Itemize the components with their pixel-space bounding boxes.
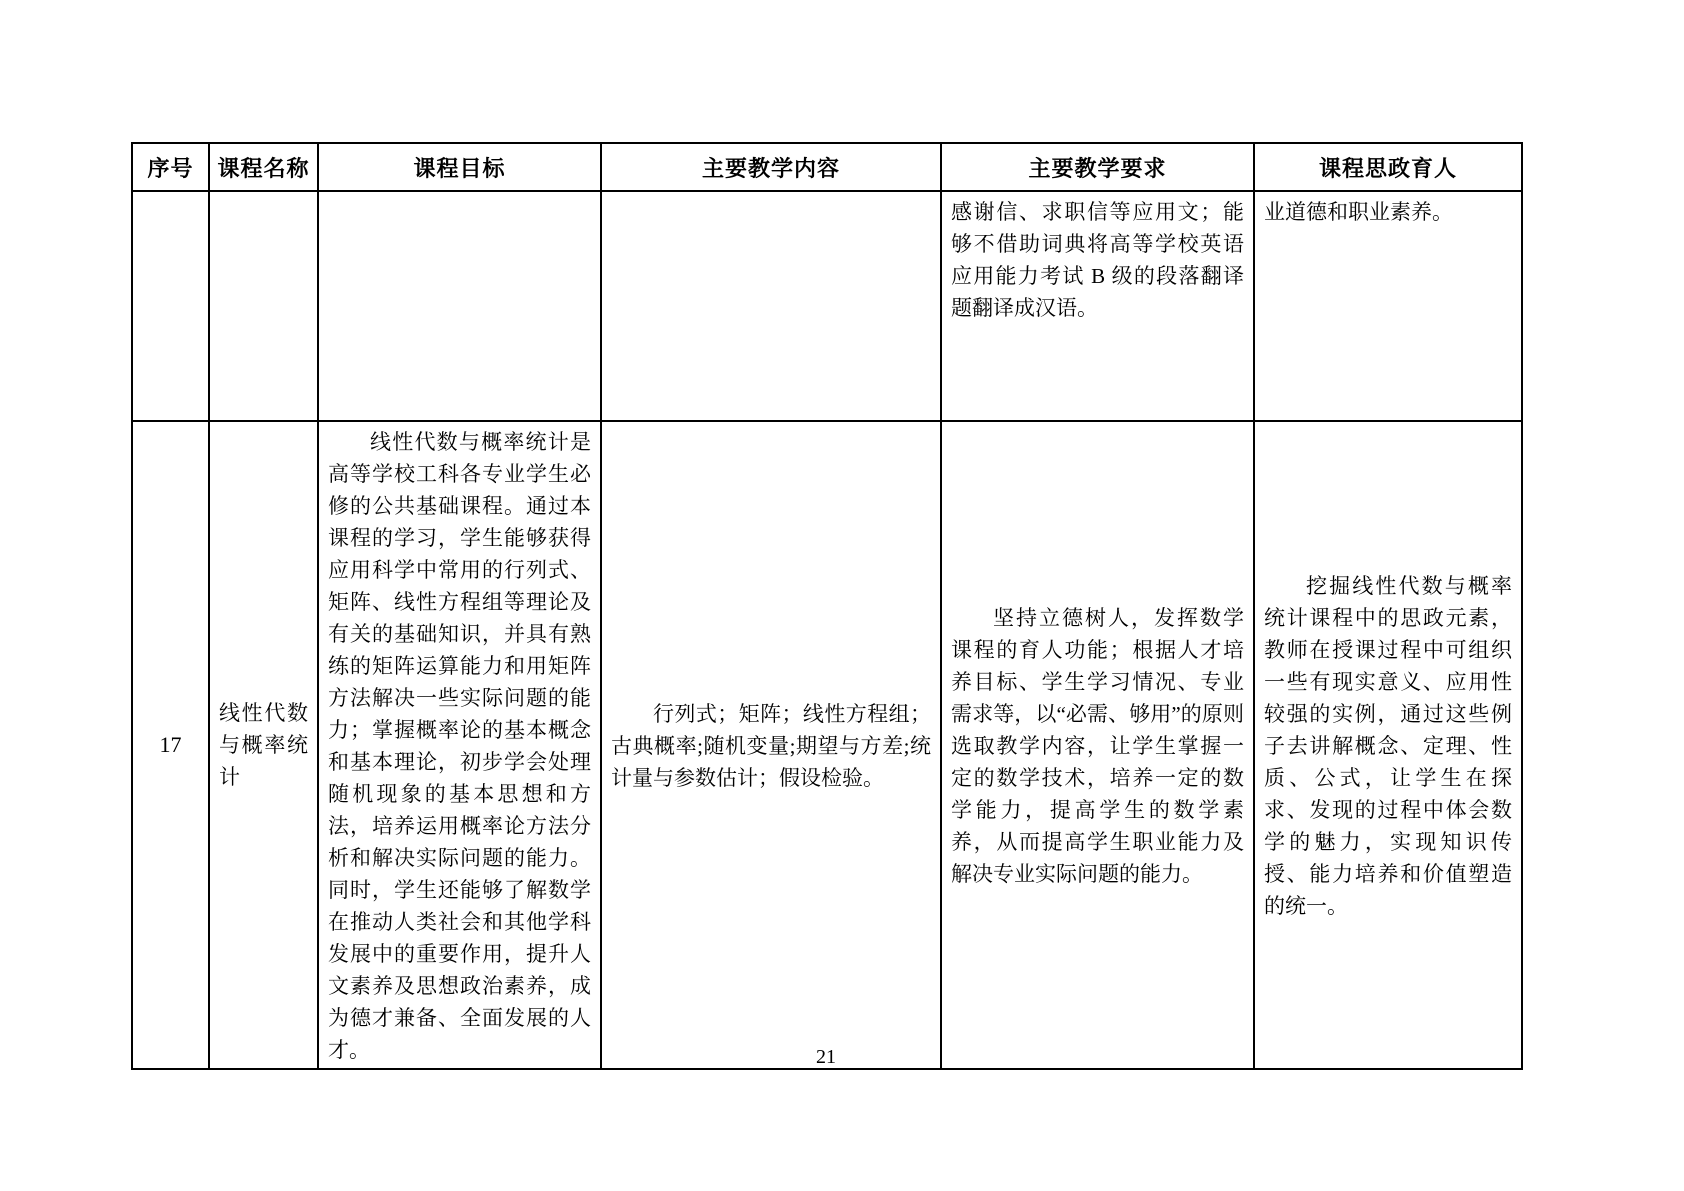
cell-name-empty	[209, 191, 318, 421]
cell-ideology-17	[1254, 421, 1522, 1069]
cell-ideology-continuation	[1254, 191, 1522, 421]
cell-requirements-continuation	[941, 191, 1254, 421]
ideology-continuation-text: 业道德和职业素养。	[1264, 200, 1453, 224]
table-header-row	[132, 143, 1522, 191]
header-course-name: 课程名称	[209, 143, 318, 191]
header-teaching-requirements: 主要教学要求	[941, 143, 1254, 191]
header-course-objectives: 课程目标	[318, 143, 601, 191]
cell-objectives-17	[318, 421, 601, 1069]
cell-seq-17: 17	[132, 421, 209, 1069]
table-row-continuation	[132, 191, 1522, 421]
header-ideology-education: 课程思政育人	[1254, 143, 1522, 191]
content-text: 行列式；矩阵；线性方程组；古典概率;随机变量;期望与方差;统计量与参数估计；假设检验。	[611, 702, 931, 790]
course-name-text: 线性代数与概率统计	[219, 701, 308, 789]
requirements-continuation-text: 感谢信、求职信等应用文；能够不借助词典将高等学校英语应用能力考试 B 级的段落翻译题翻译成汉语。	[951, 200, 1244, 320]
cell-seq-empty	[132, 191, 209, 421]
cell-requirements-17	[941, 421, 1254, 1069]
objectives-text: 线性代数与概率统计是高等学校工科各专业学生必修的公共基础课程。通过本课程的学习，学生能够获得应用科学中常用的行列式、矩阵、线性方程组等理论及有关的基础知识，并具有熟练的矩阵运算能力和用矩阵方法解决一些实际问题的能力；掌握概率论的基本概念和基本理论，初步学会处理随机现象的基本思想和方法，培养运用概率论方法分析和解决实际问题的能力。同时，学生还能够了解数学在推动人类社会和其他学科发展中的重要作用，提升人文素养及思想政治素养，成为德才兼备、全面发展的人才。	[328, 430, 591, 1062]
course-plan-table	[131, 142, 1523, 1070]
ideology-text: 挖掘线性代数与概率统计课程中的思政元素，教师在授课过程中可组织一些有现实意义、应用性较强的实例，通过这些例子去讲解概念、定理、性质、公式，让学生在探求、发现的过程中体会数学的魅力，实现知识传授、能力培养和价值塑造的统一。	[1264, 574, 1512, 918]
header-teaching-content: 主要教学内容	[601, 143, 941, 191]
cell-content-empty	[601, 191, 941, 421]
cell-content-17	[601, 421, 941, 1069]
page-number: 21	[816, 1046, 836, 1068]
cell-objectives-empty	[318, 191, 601, 421]
cell-course-name-17	[209, 421, 318, 1069]
header-seq: 序号	[132, 143, 209, 191]
requirements-text: 坚持立德树人，发挥数学课程的育人功能；根据人才培养目标、学生学习情况、专业需求等，以“必需、够用”的原则选取教学内容，让学生掌握一定的数学技术，培养一定的数学能力，提高学生的数学素养，从而提高学生职业能力及解决专业实际问题的能力。	[951, 606, 1244, 886]
table-row-17	[132, 421, 1522, 1069]
